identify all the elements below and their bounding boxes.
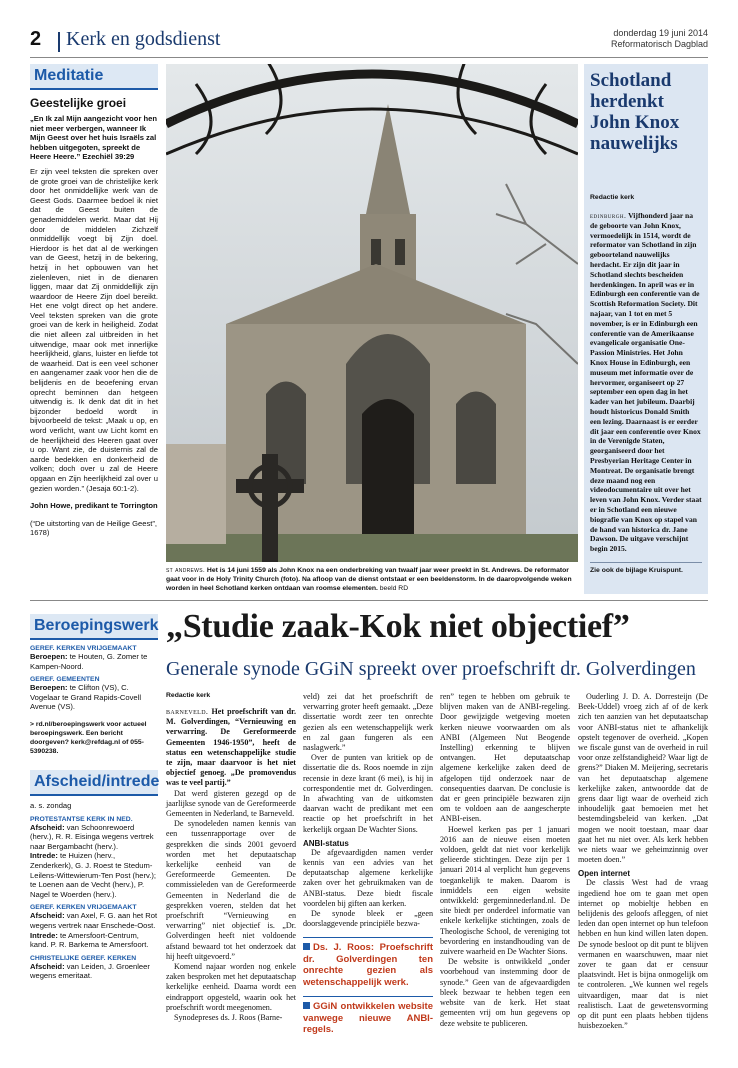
sidebar-text: Vijfhonderd jaar na de geboorte van John Knox, vermoedelijk in 1514, wordt de reformator van Schotland in zijn geboorteland nauwelijks herdacht. Er zijn dit jaar in Schotland slechts bescheiden herdenkingen. In april was er in Edinburgh een conferentie van de Scottish Reformation Society. Dit najaar, van 1 tot en met 5 november, is er in Edinburgh een conferentie van de Amerikaanse evangelicale organisatie One-Passion Ministries. Het John Knox House in Edinburgh, een museum met informatie over de hervormer, organiseert op 27 september een open dag in het kader van het jubileum. Daarbij houdt historicus Donald Smith een lezing. Daarnaast is er eerder dit jaar een conferentie over Knox in de Verenigde Staten, georganiseerd door het Presbyerian Heritage Center in Montreat. De organisatie brengt deze maand nog een videodocumentaire uit over het leven van John Knox. Verder staat er in Schotland een nieuwe biografie van Knox op stapel van de hand van historica dr. Jane Dawson. De uitgave verschijnt begin 2015. [590,211,702,554]
sidebar-byline: Redactie kerk [590,194,635,201]
meditatie-body: Er zijn veel teksten die spreken over de grote groei van de christelijke kerk door het onmiddellijke werk van de Geest Gods. Daarmee bedoel ik niet dat de Geest buiten de genademiddelen werkt. Maar dat Hij door de middelen Zichzelf onmiddellijk voegt bij Zijn doel. Hierdoor is het dat al de werkingen van de Geest, hetzij in de bekering, hetzij in het opbouwen van het zielenleven, niet in de dienaren liggen, maar dat Zij onmiddellijk zijn waardoor de Heere Zijn doel bereikt. Het ene volgt direct op het andere. Veel teksten spreken van die grote groei van de kerk in heiligheid. Zodat die niet alleen zal uitbreiden in het uitwendige, maar ook met innerlijke heerlijkheid, glans, luister en liefde tot de waarheid. Dat is een veel schoner en aangenamer zaak voor hen die de belijdenis en de beoefening ervan oprecht beminnen dan hetgeen uitwendig is. Ik denk dat dit in het bijzonder bedoeld wordt in bijvoorbeeld de tekst: „Maak u op, en word verlicht, want uw Licht komt en de heerlijkheid des Heeren gaat over u op. Want zie, de duisternis zal de aarde bedekken en donkerheid de volken; doch over u zal de Heere opgaan en Zijn heerlijkheid zal over u gezien worden.” (Jesaja 60:1-2). [30,166,158,493]
article-paragraph: De afgevaardigden namen verder kennis van een advies van het deputaatschap algemene kerkelijke zaken over het gebruikmaken van de ANBI-status. Deze biedt fiscale voordelen bij giften aan kerken. [303,847,433,908]
afscheid-entry: Afscheid: van Schoonrewoerd (herv.), R. R. Eisinga wegens vertrek naar Bergambacht (herv.). [30,822,154,851]
article-paragraph: Komend najaar worden nog enkele zaken besproken met het deputaatschap kerkelijke eenheid. Daarna wordt een eindrapport opgesteld, waarin ook het proefschrift wordt meegenomen. [166,962,296,1012]
article-paragraph: Synodepreses ds. J. Roos (Barne- [174,1013,283,1023]
church-illustration [166,64,578,562]
article-paragraph: De website is ontwikkeld „onder voorbehoud van instemming door de synode.” Geen van de afgevaardigden bleek bezwaar te hebben tegen een website van de kerk. Het staat gemeenten vrij om hun gegevens op deze website te publiceren. [440,957,570,1028]
photo-caption [166,566,578,593]
meditatie-author: John Howe, predikant te Torrington [30,501,158,511]
church-name: GEREF. KERKEN VRIJGEMAAKT [30,904,137,912]
afscheid-rule [30,794,158,796]
article-paragraph: Hoewel kerken pas per 1 januari 2016 aan de nieuwe eisen moeten voldoen, geldt dat niet voor kerkelijk gelieerde stichtingen. Deze zijn per 1 januari 2014 al verplicht hun gegevens toegankelijk te maken. Daarom is inmiddels een eigen website ontwikkeld: gergeminnederland.nl. De site biedt per onderdeel informatie van enkele kerkelijke stichtingen, zoals de Theologische School, de vereniging tot bevordering en instandhouding van de zuivere waarheid en De Wachter Sions. [440,824,570,957]
afscheid-entry: Afscheid: van Axel, F. G. aan het Rot wegens vertrek naar Enschede-Oost. [30,911,158,930]
pull-quote: Ds. J. Roos: Proefschrift dr. Golverdingen ten onrechte gezien als wetenschappelijk werk. [303,937,433,988]
meditatie-quote: „En Ik zal Mijn aangezicht voor hen niet meer verbergen, wanneer Ik Mijn Geest over het huis Israëls zal hebben uitgegoten, spreekt de Heere Heere.” Ezechiël 39:29 [30,114,158,162]
article-paragraph: Over de punten van kritiek op de dissertatie die ds. Roos noemde in zijn recensie in deze krant (6 mei), is hij in correspondentie met dr. Golverdingen. In afwachting van de uitkomsten daarvan wacht de predikant met een reactie op het proefschrift in het kerkelijk orgaan De Wachter Sions. [303,753,433,834]
church-name: GEREF. KERKEN VRIJGEMAAKT [30,645,137,652]
beroepingswerk-heading: Beroepingswerk [30,614,158,638]
section-rule [30,600,708,601]
intrede-entry: Intrede: te Huizen (herv., Zenderkerk), G. J. Roest te Stedum-Leilens-Wittewierum-Ten Post (herv.); te Loenen aan de Vecht (herv.), P. Nagel te Woerden (herv.). [30,851,157,899]
afscheid-entry: Afscheid: van Leiden, J. Groenleer wegens emeritaat. [30,961,150,981]
sidebar-note: Zie ook de bijlage Kruispunt. [590,562,702,574]
beroepingswerk-rule [30,638,158,640]
article-column-3 [440,692,570,1029]
church-name: GEREF. GEMEENTEN [30,676,100,684]
meditatie-column [30,64,158,538]
article-paragraph: veld) zei dat het proefschrift de verwarring groter heeft gemaakt. „Deze dissertatie wordt zeer ten onrechte gezien als een wetenschappelijk werk en zal gaan fungeren als een naslagwerk.” [303,692,433,753]
sidebar-location: edinburgh. [590,211,627,220]
sidebar-body [590,211,702,554]
intrede-entry: Intrede: te Amersfoort-Centrum, kand. P. R. Barkema te Amersfoort. [30,930,149,950]
meditatie-rule [30,88,158,90]
article-byline: Redactie kerk [166,692,211,699]
beroepen-entry: Beroepen: te Clifton (VS), C. Vogelaar te Grand Rapids-Covell Avenue (VS). [30,683,142,712]
article-paragraph: De classis West had de vraag ingediend hoe om te gaan met open internet op mobieltje hebben en belijdenis des geloofs afleggen, of niet leden dan open internet op hun telefoon hebben en hun kind willen laten dopen. De synode besloot op dit punt te blijven vermanen en waarschuwen, maar niet zover te gaan dat er censuur plaatsvindt. Het is bijna onmogelijk om te controleren. „We kunnen wel regels uitvaardigen, maar dat is niet realistisch. Laat de gewetensvorming op dit punt een plaats hebben tijdens huisbezoeken.” [578,878,708,1031]
page-number: 2 [30,28,42,50]
header-rule [30,57,708,58]
article-lead: barneveld. Het proefschrift van dr. M. Golverdingen, “Vernieuwing en verwarring. De Gereformeerde Gemeenten 1946-1950”, heeft de status een wetenschappelijke studie te zijn, maar daarvoor is het niet objectief genoeg. „De promovendus was te veel partij.” [166,707,296,788]
section-title: Kerk en godsdienst [66,28,221,50]
article-subheading: ANBI-status [303,838,349,848]
beroepen-entry: Beroepen: te Houten, G. Zomer te Kampen-Noord. [30,652,148,671]
sidebar-title: Schotland herdenkt John Knox nauwelijks [590,70,680,154]
caption-text: Het is 14 juni 1559 als John Knox na een onderbreking van twaalf jaar weer preekt in St. Andrews. De reformator gaat voor in de Holy Trinity Church (foto). Na afloop van de dienst ontstaat er een beeldenstorm. In de daaropvolgende weken worden in heel Schotland kerken ontdaan van roomse elementen. [166,567,572,592]
afscheid-heading: Afscheid/intrede [30,770,158,794]
article-headline: „Studie zaak-Kok niet objectief” [166,608,630,645]
meditatie-title: Geestelijke groei [30,96,127,110]
article-subhead: Generale synode GGiN spreekt over proefschrift dr. Golverdingen [166,658,696,680]
beroepingswerk-footer: > rd.nl/beroepingswerk voor actueel beroepingswerk. Een bericht doorgeven? kerk@refdag.nl of 055-5390238. [30,720,147,755]
article-paragraph: De synode bleek er „geen doorslaggevende principiële bezwa- [303,909,433,929]
church-name: PROTESTANTSE KERK IN NED. [30,815,133,823]
bullet-square-icon [303,943,310,950]
church-name: CHRISTELIJKE GEREF. KERKEN [30,954,137,962]
notices-column [30,614,158,981]
church-photo [166,64,578,562]
afscheid-date: a. s. zondag [30,800,72,810]
article-paragraph: Ouderling J. D. A. Dorresteijn (De Beek-Uddel) vroeg zich af of de kerk zich ten aanzien van het deputaatschap voor ANBI-status niet te afhankelijk opstelt tegenover de overheid. „Kopen we fiscale gunst van de overheid in ruil voor onze zelfstandigheid? Waar ligt de grens?” Diaken M. Meijering, secretaris van het deputaatschap algemene kerkelijke zaken, antwoordde dat de grens daar ligt waar de overheid zich inhoudelijk gaat bemoeien met het bestemdingsbeleid van kerken. „Dat mogen we nooit toestaan, maar daar gaat het nu niet over. Als kerk hebben we niets waar we geheimzinnig over moeten doen.” [578,692,708,865]
caption-credit: beeld RD [379,585,409,592]
article-column-4 [578,692,708,1032]
article-column-1 [166,692,296,1023]
pull-quote: GGiN ontwikkelen website vanwege nieuwe ANBI-regels. [303,996,433,1036]
meditatie-heading: Meditatie [30,64,158,88]
paper-name: Reformatorisch Dagblad [610,39,708,49]
article-paragraph: ren” tegen te hebben om gebruik te blijven maken van de ANBI-regeling. Door gewijzigde wetgeving moeten kerken nieuwe voorwaarden om als ANBI (Algemeen Nut Beogende Instelling) erkenning te blijven ontvangen. Het deputaatschap algemene kerkelijke zaken deed de afgelopen tijd onderzoek naar de consequenties daarvan. De conclusie is dat er geen principiële bezwaren zijn om te voldoen aan de aangescherpte ANBI-eisen. [440,692,570,824]
bullet-square-icon [303,1002,310,1009]
article-column-2 [303,692,433,1040]
caption-location: st andrews. [166,567,206,574]
knox-sidebar [584,64,708,594]
header-divider [58,32,60,52]
meditatie-source: (“De uitstorting van de Heilige Geest”, 1678) [30,518,158,538]
article-paragraph: Dat werd gisteren gezegd op de jaarlijkse synode van de Gereformeerde Gemeenten in Nederland, te Barneveld. [166,788,296,819]
header-dateline [611,28,708,50]
article-subheading: Open internet [578,869,631,879]
issue-date: donderdag 19 juni 2014 [613,28,708,38]
article-paragraph: De synodeleden namen kennis van een tussenrapportage over de gesprekken die sinds 2001 gevoerd worden met het deputaatschap kerkelijke eenheid van de Gereformeerde Gemeenten. De commissieleden van de Gereformeerde Gemeenten in Nederland die de gesprekken voeren, stelden dat het proefschrift “Vernieuwing en verwarring” niet objectief is. „Dr. Golverdingen heeft niet voldoende afstand bewaard tot het onderzoek dat hij heeft uitgevoerd.” [166,819,296,961]
